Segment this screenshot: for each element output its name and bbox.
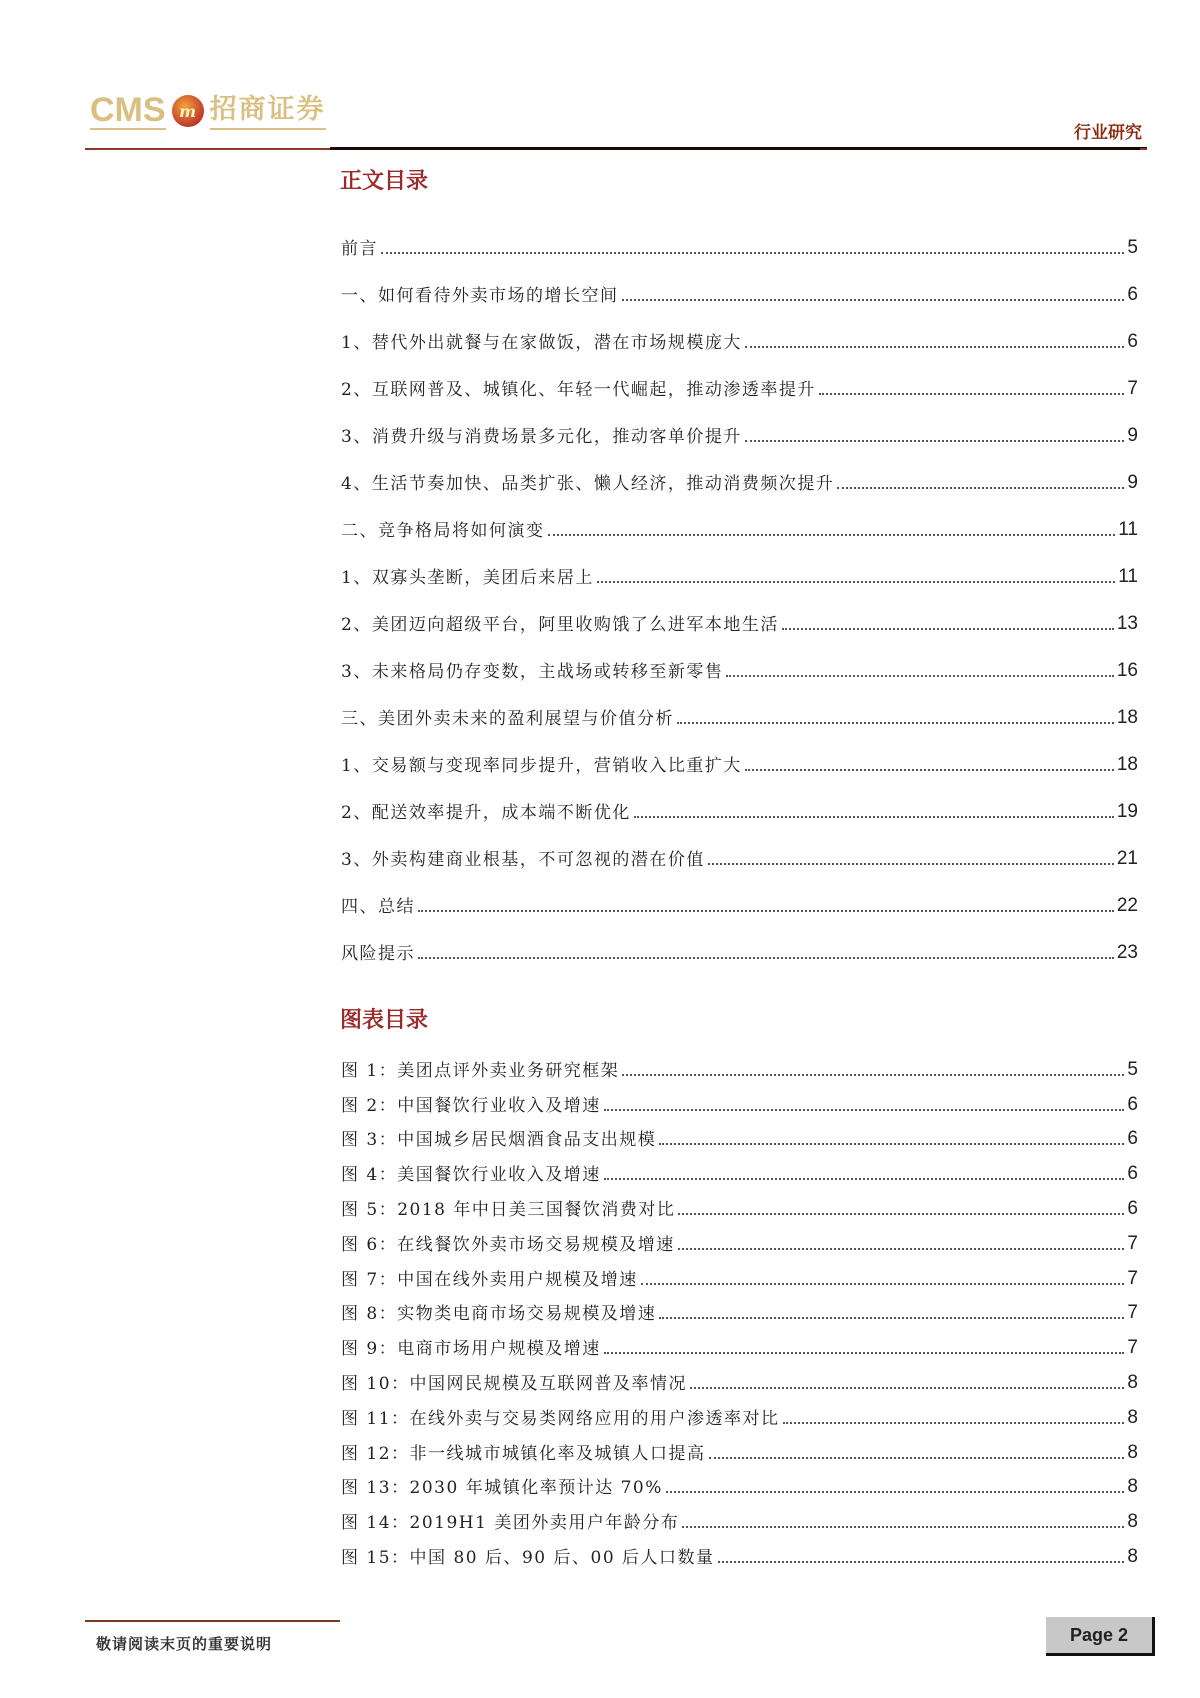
toc-page-number[interactable]: 8 bbox=[1127, 1371, 1138, 1393]
toc-page-number[interactable]: 8 bbox=[1127, 1441, 1138, 1463]
toc-page-number[interactable]: 9 bbox=[1127, 425, 1138, 446]
toc-page-number[interactable]: 11 bbox=[1118, 566, 1138, 587]
section-tag: 行业研究 bbox=[1074, 123, 1142, 143]
figure-toc-entry[interactable] bbox=[341, 1220, 1138, 1255]
toc-page-number[interactable]: 22 bbox=[1116, 895, 1138, 916]
toc-page-number[interactable]: 18 bbox=[1116, 707, 1138, 728]
figure-toc-entry[interactable] bbox=[341, 1359, 1138, 1394]
figure-toc-entry[interactable] bbox=[341, 1185, 1138, 1220]
toc-entry-label[interactable]: 图 15：中国 80 后、90 后、00 后人口数量 bbox=[341, 1547, 715, 1568]
dot-leader bbox=[678, 1213, 1124, 1215]
toc-entry-label[interactable]: 前言 bbox=[341, 239, 378, 259]
toc-page-number[interactable]: 6 bbox=[1127, 1197, 1138, 1219]
cms-logo bbox=[90, 92, 326, 130]
header-divider bbox=[330, 147, 1147, 150]
toc-entry-label[interactable]: 2、互联网普及、城镇化、年轻一代崛起，推动渗透率提升 bbox=[341, 380, 816, 400]
toc-entry[interactable] bbox=[341, 682, 1138, 729]
toc-entry-label[interactable]: 3、外卖构建商业根基，不可忽视的潜在价值 bbox=[341, 850, 705, 870]
toc-page-number[interactable]: 23 bbox=[1116, 942, 1138, 963]
toc-page-number[interactable]: 7 bbox=[1127, 1232, 1138, 1254]
dot-leader bbox=[745, 346, 1125, 348]
figure-toc-entry[interactable] bbox=[341, 1081, 1138, 1116]
page-number-badge: Page 2 bbox=[1046, 1617, 1155, 1656]
toc-entry-label[interactable]: 1、双寡头垄断，美团后来居上 bbox=[341, 568, 594, 588]
dot-leader bbox=[783, 1422, 1125, 1424]
toc-entry-label[interactable]: 3、未来格局仍存变数，主战场或转移至新零售 bbox=[341, 662, 724, 682]
toc-entry-label[interactable]: 图 7：中国在线外卖用户规模及增速 bbox=[341, 1269, 638, 1290]
toc-entry[interactable] bbox=[341, 400, 1138, 447]
footer-disclaimer-note: 敬请阅读末页的重要说明 bbox=[96, 1635, 273, 1653]
toc-page-number[interactable]: 13 bbox=[1116, 613, 1138, 634]
header-divider-tail bbox=[1140, 148, 1147, 150]
dot-leader bbox=[659, 1317, 1124, 1319]
toc-entry[interactable] bbox=[341, 823, 1138, 870]
toc-entry-label[interactable]: 图 14：2019H1 美团外卖用户年龄分布 bbox=[341, 1513, 680, 1534]
toc-page-number[interactable]: 7 bbox=[1127, 378, 1138, 399]
dot-leader bbox=[381, 252, 1124, 254]
dot-leader bbox=[418, 957, 1114, 959]
toc-page-number[interactable]: 8 bbox=[1127, 1545, 1138, 1567]
dot-leader bbox=[659, 1143, 1124, 1145]
toc-page-number[interactable]: 6 bbox=[1127, 1128, 1138, 1150]
dot-leader bbox=[708, 863, 1114, 865]
toc-entry-label[interactable]: 1、交易额与变现率同步提升，营销收入比重扩大 bbox=[341, 756, 742, 776]
toc-page-number[interactable]: 7 bbox=[1127, 1302, 1138, 1324]
toc-entry-label[interactable]: 1、替代外出就餐与在家做饭，潜在市场规模庞大 bbox=[341, 333, 742, 353]
toc-entry-label[interactable]: 图 8：实物类电商市场交易规模及增速 bbox=[341, 1304, 657, 1325]
toc-page-number[interactable]: 9 bbox=[1127, 472, 1138, 493]
dot-leader bbox=[604, 1178, 1125, 1180]
dot-leader bbox=[726, 675, 1114, 677]
dot-leader bbox=[782, 628, 1114, 630]
toc-page-number[interactable]: 19 bbox=[1116, 801, 1138, 822]
toc-page-number[interactable]: 16 bbox=[1116, 660, 1138, 681]
figure-toc-title: 图表目录 bbox=[340, 1008, 429, 1033]
toc-page-number[interactable]: 6 bbox=[1127, 1093, 1138, 1115]
toc-entry-label[interactable]: 3、消费升级与消费场景多元化，推动客单价提升 bbox=[341, 427, 742, 447]
dot-leader bbox=[622, 1074, 1124, 1076]
figure-toc-entry[interactable] bbox=[341, 1255, 1138, 1290]
logo-mark-icon: m bbox=[172, 95, 204, 127]
dot-leader bbox=[666, 1491, 1125, 1493]
dot-leader bbox=[604, 1352, 1125, 1354]
toc-entry-label[interactable]: 二、竞争格局将如何演变 bbox=[341, 521, 545, 541]
toc-entry-label[interactable]: 图 1：美团点评外卖业务研究框架 bbox=[341, 1060, 620, 1081]
toc-entry-label[interactable]: 图 3：中国城乡居民烟酒食品支出规模 bbox=[341, 1130, 657, 1151]
toc-entry-label[interactable]: 图 12：非一线城市城镇化率及城镇人口提高 bbox=[341, 1443, 706, 1464]
toc-entry-label[interactable]: 图 2：中国餐饮行业收入及增速 bbox=[341, 1095, 601, 1116]
toc-entry[interactable] bbox=[341, 494, 1138, 541]
toc-page-number[interactable]: 6 bbox=[1127, 331, 1138, 352]
dot-leader bbox=[548, 534, 1116, 536]
toc-page-number[interactable]: 18 bbox=[1116, 754, 1138, 775]
toc-entry-label[interactable]: 2、配送效率提升，成本端不断优化 bbox=[341, 803, 631, 823]
toc-page-number[interactable]: 5 bbox=[1127, 1058, 1138, 1080]
toc-entry-label[interactable]: 四、总结 bbox=[341, 897, 415, 917]
toc-entry[interactable] bbox=[341, 917, 1138, 964]
toc-entry-label[interactable]: 一、如何看待外卖市场的增长空间 bbox=[341, 286, 619, 306]
toc-entry-label[interactable]: 图 11：在线外卖与交易类网络应用的用户渗透率对比 bbox=[341, 1408, 780, 1429]
footer-divider bbox=[85, 1620, 340, 1622]
toc-page-number[interactable]: 8 bbox=[1127, 1511, 1138, 1533]
toc-entry[interactable] bbox=[341, 353, 1138, 400]
figure-toc-entry[interactable] bbox=[341, 1150, 1138, 1185]
figure-toc-entry[interactable] bbox=[341, 1116, 1138, 1151]
toc-page-number[interactable]: 11 bbox=[1118, 519, 1138, 540]
dot-leader bbox=[690, 1387, 1124, 1389]
dot-leader bbox=[678, 1248, 1125, 1250]
dot-leader bbox=[745, 440, 1125, 442]
toc-entry-label[interactable]: 图 13：2030 年城镇化率预计达 70% bbox=[341, 1478, 663, 1499]
toc-entry[interactable] bbox=[341, 541, 1138, 588]
toc-entry[interactable] bbox=[341, 635, 1138, 682]
toc-entry-label[interactable]: 图 10：中国网民规模及互联网普及率情况 bbox=[341, 1373, 688, 1394]
figure-toc-entry[interactable] bbox=[341, 1533, 1138, 1568]
dot-leader bbox=[418, 910, 1114, 912]
figure-toc-entry[interactable] bbox=[341, 1046, 1138, 1081]
toc-page-number[interactable]: 21 bbox=[1116, 848, 1138, 869]
figure-toc-entry[interactable] bbox=[341, 1394, 1138, 1429]
toc-entry[interactable] bbox=[341, 212, 1138, 259]
toc-page-number[interactable]: 6 bbox=[1127, 1163, 1138, 1185]
toc-entry-label[interactable]: 三、美团外卖未来的盈利展望与价值分析 bbox=[341, 709, 674, 729]
toc-entry[interactable] bbox=[341, 588, 1138, 635]
main-toc-title: 正文目录 bbox=[340, 169, 429, 194]
toc-entry[interactable] bbox=[341, 306, 1138, 353]
toc-entry[interactable] bbox=[341, 447, 1138, 494]
toc-page-number[interactable]: 8 bbox=[1127, 1476, 1138, 1498]
dot-leader bbox=[634, 816, 1114, 818]
header-divider-left bbox=[85, 148, 330, 150]
toc-entry-label[interactable]: 4、生活节奏加快、品类扩张、懒人经济，推动消费频次提升 bbox=[341, 474, 835, 494]
dot-leader bbox=[819, 393, 1125, 395]
dot-leader bbox=[622, 299, 1125, 301]
dot-leader bbox=[641, 1283, 1125, 1285]
toc-entry-label[interactable]: 图 4：美国餐饮行业收入及增速 bbox=[341, 1165, 601, 1186]
toc-entry[interactable] bbox=[341, 729, 1138, 776]
toc-page-number[interactable]: 8 bbox=[1127, 1406, 1138, 1428]
toc-page-number[interactable]: 7 bbox=[1127, 1337, 1138, 1359]
toc-entry[interactable] bbox=[341, 870, 1138, 917]
dot-leader bbox=[837, 487, 1124, 489]
toc-entry[interactable] bbox=[341, 776, 1138, 823]
toc-page-number[interactable]: 7 bbox=[1127, 1267, 1138, 1289]
dot-leader bbox=[682, 1526, 1124, 1528]
toc-entry-label[interactable]: 风险提示 bbox=[341, 944, 415, 964]
figure-toc-entry[interactable] bbox=[341, 1429, 1138, 1464]
figure-toc bbox=[341, 1046, 1138, 1568]
logo-text-cn: 招商证券 bbox=[210, 92, 326, 130]
figure-toc-entry[interactable] bbox=[341, 1324, 1138, 1359]
logo-text-en: CMS bbox=[90, 91, 166, 129]
toc-entry[interactable] bbox=[341, 259, 1138, 306]
toc-entry-label[interactable]: 图 5：2018 年中日美三国餐饮消费对比 bbox=[341, 1199, 676, 1220]
toc-entry-label[interactable]: 图 9：电商市场用户规模及增速 bbox=[341, 1339, 601, 1360]
figure-toc-entry[interactable] bbox=[341, 1498, 1138, 1533]
toc-page-number[interactable]: 6 bbox=[1127, 284, 1138, 305]
dot-leader bbox=[718, 1561, 1125, 1563]
dot-leader bbox=[604, 1109, 1125, 1111]
figure-toc-entry[interactable] bbox=[341, 1290, 1138, 1325]
dot-leader bbox=[597, 581, 1115, 583]
figure-toc-entry[interactable] bbox=[341, 1464, 1138, 1499]
dot-leader bbox=[745, 769, 1114, 771]
dot-leader bbox=[709, 1457, 1125, 1459]
dot-leader bbox=[677, 722, 1114, 724]
toc-entry-label[interactable]: 图 6：在线餐饮外卖市场交易规模及增速 bbox=[341, 1234, 675, 1255]
toc-page-number[interactable]: 5 bbox=[1127, 237, 1138, 258]
toc-entry-label[interactable]: 2、美团迈向超级平台，阿里收购饿了么进军本地生活 bbox=[341, 615, 779, 635]
main-toc bbox=[341, 212, 1138, 964]
